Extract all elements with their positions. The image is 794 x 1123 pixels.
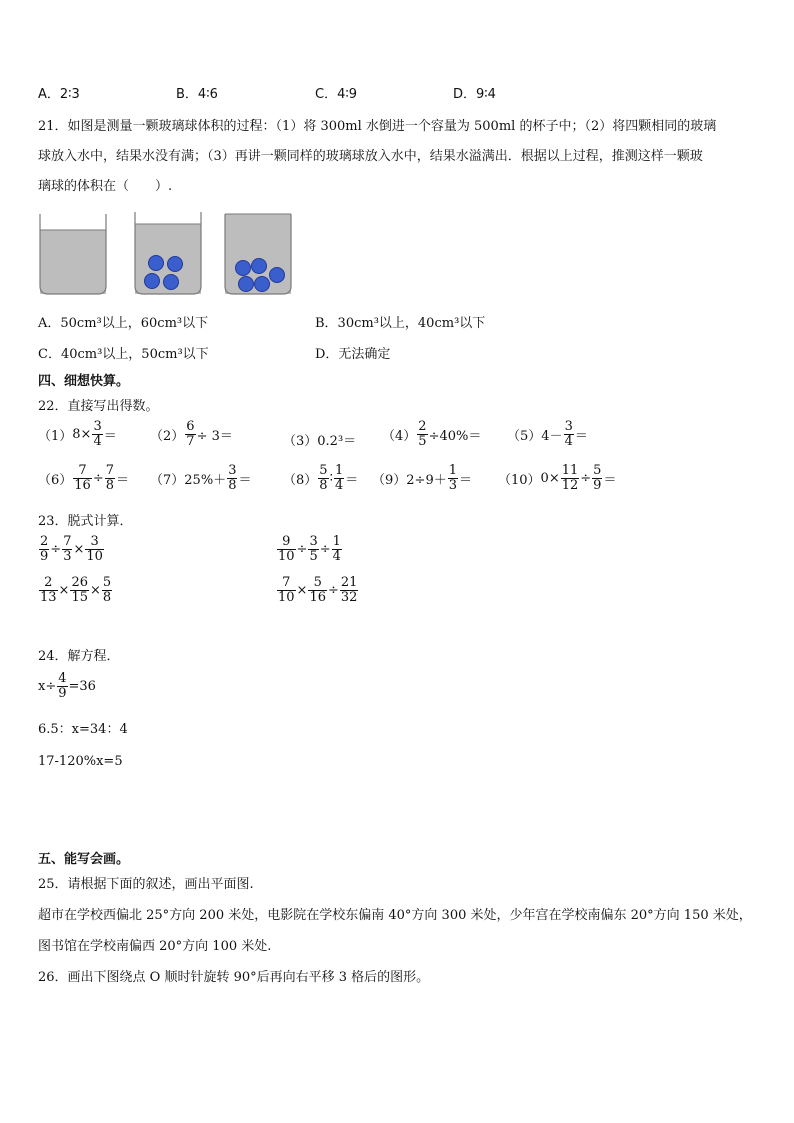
q23-expression-4: $\frac{7}{10}$ × $\frac{5}{16}$ ÷ $\frac{21}{32}$ — [278, 575, 358, 605]
q22-item-5: （5） 4－ $\frac{3}{4}$ ＝ — [507, 419, 588, 449]
cup-3 — [225, 214, 291, 294]
q25-text-line1: 超市在学校西偏北 25°方向 200 米处，电影院在学校东偏南 40°方向 300 米处，少年宫在学校南偏东 20°方向 150 米处， — [38, 908, 752, 923]
q22-title: 22．直接写出得数。 — [38, 399, 159, 414]
q23-expression-1: $\frac{2}{9}$ ÷ $\frac{7}{3}$ × $\frac{3}{10}$ — [40, 534, 103, 564]
section-4-title: 四、细想快算。 — [38, 374, 130, 389]
q20-option-a: A．2∶3 — [38, 87, 80, 102]
q23-expression-2: $\frac{9}{10}$ ÷ $\frac{3}{5}$ ÷ $\frac{1}{4}$ — [278, 534, 341, 564]
q20-option-b: B．4∶6 — [176, 87, 218, 102]
q21-option-a: A．50cm³以上，60cm³以下 — [38, 316, 209, 331]
q24-title: 24．解方程． — [38, 649, 120, 664]
q21-text-line2: 球放入水中，结果水没有满；（3）再讲一颗同样的玻璃球放入水中，结果水溢满出．根据以上过程，推测这样一颗玻 — [38, 149, 703, 164]
q22-item-7: （7） 25%＋ $\frac{3}{8}$ ＝ — [150, 463, 252, 493]
q22-item-3: （3） 0.2³＝ — [283, 434, 357, 449]
q25-title: 25．请根据下面的叙述，画出平面图. — [38, 877, 254, 892]
q21-option-b: B．30cm³以上，40cm³以下 — [315, 316, 486, 331]
q24-equation-1: x÷ $\frac{4}{9}$ =36 — [38, 671, 96, 701]
q25-text-line2: 图书馆在学校南偏西 20°方向 100 米处. — [38, 939, 272, 954]
q24-equation-2: 6.5：x=34：4 — [38, 722, 128, 737]
q20-option-d: D．9∶4 — [453, 87, 496, 102]
q21-text-line1: 21．如图是测量一颗玻璃球体积的过程：（1）将 300ml 水倒进一个容量为 500ml 的杯子中；（2）将四颗相同的玻璃 — [38, 119, 717, 134]
q22-item-2: （2） $\frac{6}{7}$ ÷ 3＝ — [150, 419, 233, 449]
q22-item-9: （9） 2÷9＋ $\frac{1}{3}$ ＝ — [372, 463, 473, 493]
glass-cups-figure — [38, 210, 298, 300]
cup-2 — [135, 212, 201, 294]
q20-option-c: C．4∶9 — [315, 87, 358, 102]
q22-item-10: （10） 0× $\frac{11}{12}$ ÷ $\frac{5}{9}$ ＝ — [498, 463, 617, 493]
q21-text-line3: 璃球的体积在（ ）. — [38, 179, 173, 194]
q26-title: 26．画出下图绕点 O 顺时针旋转 90°后再向右平移 3 格后的图形。 — [38, 970, 430, 985]
q22-item-1: （1） 8× $\frac{3}{4}$ ＝ — [38, 419, 117, 449]
q22-item-8: （8） $\frac{5}{8}$ ∶ $\frac{1}{4}$ ＝ — [283, 463, 359, 493]
q21-option-d: D．无法确定 — [315, 347, 391, 362]
q22-item-6: （6） $\frac{7}{16}$ ÷ $\frac{7}{8}$ ＝ — [38, 463, 130, 493]
cup-1 — [40, 214, 106, 294]
q21-option-c: C．40cm³以上，50cm³以下 — [38, 347, 209, 362]
q22-item-4: （4） $\frac{2}{5}$ ÷40%＝ — [382, 419, 482, 449]
q23-title: 23．脱式计算． — [38, 514, 133, 529]
section-5-title: 五、能写会画。 — [38, 852, 130, 867]
q23-expression-3: $\frac{2}{13}$ × $\frac{26}{15}$ × $\frac{5}{8}$ — [40, 575, 112, 605]
q24-equation-3: 17-120%x=5 — [38, 754, 123, 769]
